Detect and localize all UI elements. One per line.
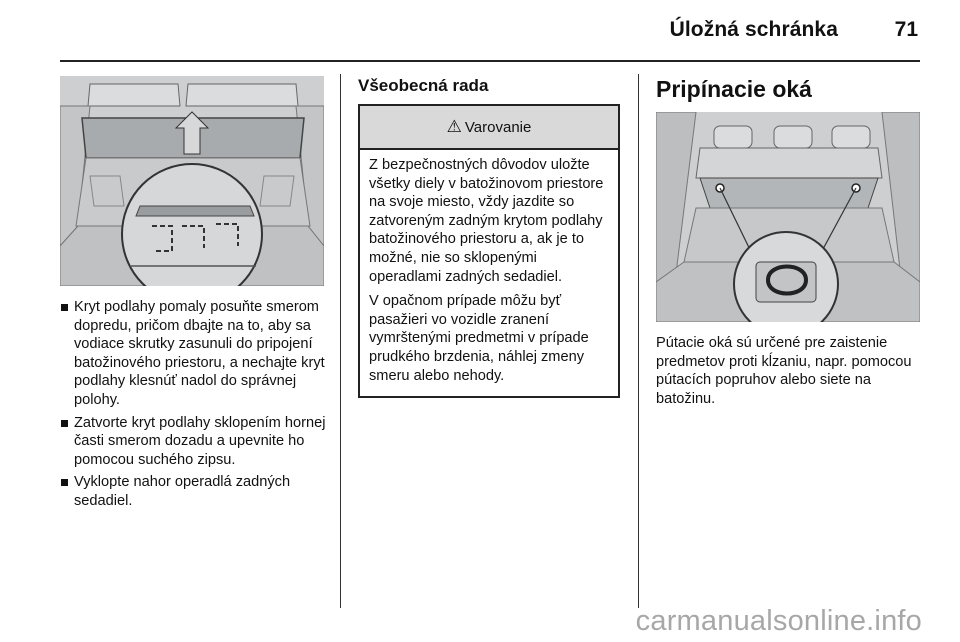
instruction-list <box>60 298 330 515</box>
lashing-eyes-illustration <box>656 112 920 322</box>
page-number: 71 <box>894 18 918 41</box>
column-divider-left <box>340 74 341 608</box>
warning-header <box>360 106 618 150</box>
trunk-floor-illustration <box>60 76 324 286</box>
header-divider <box>60 60 920 62</box>
watermark: carmanualsonline.info <box>635 605 922 637</box>
list-item: Zatvorte kryt podlahy sklopením hornej časti smerom dozadu a upevnite ho pomocou suchého zipsu. <box>60 414 330 470</box>
warning-triangle-icon: ⚠ <box>446 117 462 136</box>
lashing-eyes-paragraph: Pútacie oká sú určené pre zaistenie predmetov proti kĺzaniu, napr. pomocou pútacích popruhov alebo siete na batožinu. <box>656 335 912 407</box>
section-heading-lashing-eyes: Pripínacie oká <box>656 76 812 102</box>
warning-title: Varovanie <box>464 118 532 136</box>
list-item: Vyklopte nahor operadlá zadných sedadiel. <box>60 473 330 510</box>
figure-trunk-floor-cover <box>60 76 324 286</box>
warning-box <box>358 104 620 398</box>
warning-paragraph: Z bezpečnostných dôvodov uložte všetky diely v batožinovom priestore na svoje miesto, vždy jazdite so zatvoreným zadným krytom podlahy batožinového priestoru a, ak je to možné, nie so sklopenými operadlami zadných sedadiel. <box>369 157 604 285</box>
section-heading-general-advice: Všeobecná rada <box>358 76 489 95</box>
column-divider-right <box>638 74 639 608</box>
list-item: Kryt podlahy pomaly posuňte smerom dopredu, pričom dbajte na to, aby sa vodiace skrutky zasunuli do pripojení batožinového priestoru, a nechajte kryt podlahy klesnúť nadol do správnej polohy. <box>60 298 330 410</box>
warning-body <box>360 150 618 385</box>
warning-paragraph: V opačnom prípade môžu byť pasažieri vo vozidle zranení vymrštenými predmetmi v prípade prudkého brzdenia, náhlej zmeny smeru alebo nehody. <box>369 293 589 384</box>
page-header-title: Úložná schránka <box>669 18 838 41</box>
figure-lashing-eyes <box>656 112 920 322</box>
